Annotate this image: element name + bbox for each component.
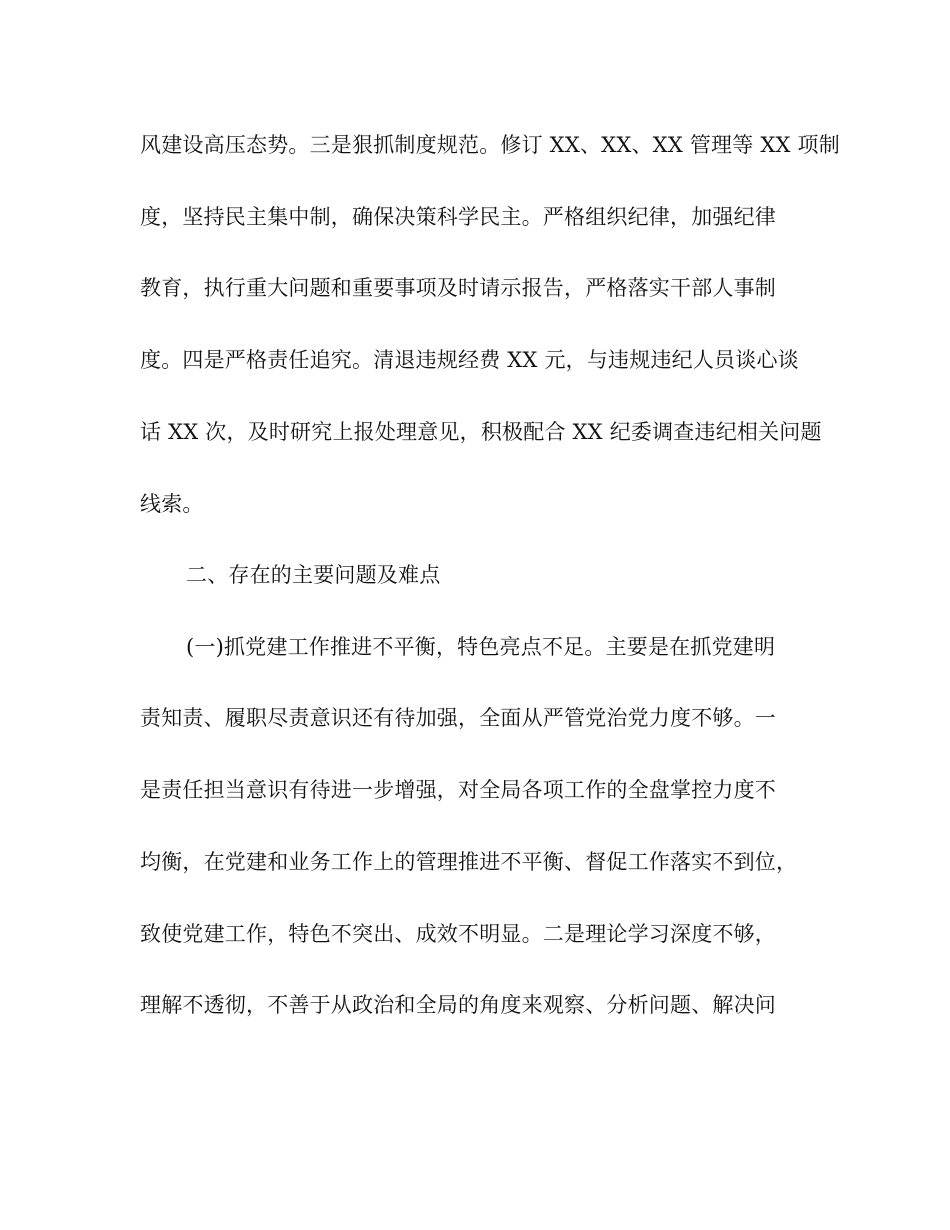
text-line: 度，坚持民主集中制，确保决策科学民主。严格组织纪律，加强纪律 — [140, 205, 776, 229]
text-line: 是责任担当意识有待进一步增强，对全局各项工作的全盘掌控力度不 — [140, 778, 776, 802]
text-line: 责知责、履职尽责意识还有待加强，全面从严管党治党力度不够。一 — [140, 706, 776, 730]
text-line: 度。四是严格责任追究。清退违规经费 XX 元，与违规违纪人员谈心谈 — [140, 348, 799, 372]
text-line: 均衡，在党建和业务工作上的管理推进不平衡、督促工作落实不到位， — [140, 850, 798, 874]
text-line: 风建设高压态势。三是狠抓制度规范。修订 XX、XX、XX 管理等 XX 项制 — [140, 133, 840, 157]
text-line: 教育，执行重大问题和重要事项及时请示报告，严格落实干部人事制 — [140, 276, 776, 300]
text-line: 话 XX 次，及时研究上报处理意见，积极配合 XX 纪委调查违纪相关问题 — [140, 420, 822, 444]
text-line: (一)抓党建工作推进不平衡，特色亮点不足。主要是在抓党建明 — [186, 635, 776, 659]
text-line: 致使党建工作，特色不突出、成效不明显。二是理论学习深度不够， — [140, 922, 776, 946]
text-line: 理解不透彻，不善于从政治和全局的角度来观察、分析问题、解决问 — [140, 993, 776, 1017]
text-line: 线索。 — [140, 492, 204, 516]
section-heading: 二、存在的主要问题及难点 — [186, 563, 441, 587]
